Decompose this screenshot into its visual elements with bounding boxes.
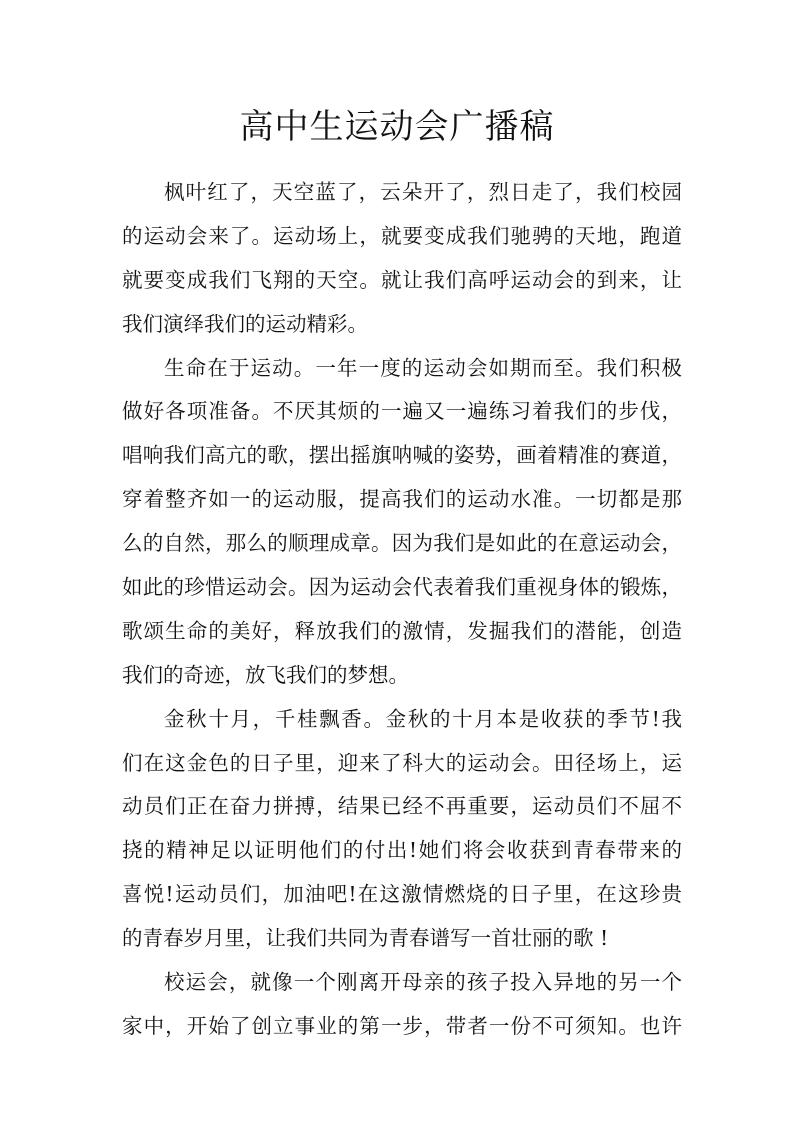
text-line: 唱响我们高亢的歌，摆出摇旗呐喊的姿势，画着精准的赛道，	[122, 443, 682, 468]
text-line: 穿着整齐如一的运动服，提高我们的运动水准。一切都是那	[122, 487, 682, 512]
text-line: 如此的珍惜运动会。因为运动会代表着我们重视身体的锻炼，	[122, 575, 682, 600]
text-line: 的运动会来了。运动场上，就要变成我们驰骋的天地，跑道	[122, 223, 682, 248]
text-line: 校运会，就像一个刚离开母亲的孩子投入异地的另一个	[164, 970, 682, 995]
text-line: 的青春岁月里，让我们共同为青春谱写一首壮丽的歌 !	[122, 926, 609, 951]
paragraph-3	[122, 698, 682, 961]
text-line: 枫叶红了，天空蓝了，云朵开了，烈日走了，我们校园	[164, 180, 682, 204]
text-line: 就要变成我们飞翔的天空。就让我们高呼运动会的到来，让	[122, 267, 682, 292]
paragraph-2	[122, 347, 682, 698]
text-line: 们在这金色的日子里，迎来了科大的运动会。田径场上，运	[122, 750, 682, 775]
text-line: 我们的奇迹，放飞我们的梦想。	[122, 662, 409, 687]
text-line: 喜悦!运动员们，加油吧!在这激情燃烧的日子里，在这珍贵	[122, 882, 682, 907]
text-line: 么的自然，那么的顺理成章。因为我们是如此的在意运动会，	[122, 531, 682, 556]
text-line: 生命在于运动。一年一度的运动会如期而至。我们积极	[164, 355, 682, 380]
text-line: 做好各项准备。不厌其烦的一遍又一遍练习着我们的步伐，	[122, 399, 682, 424]
document-body	[122, 171, 682, 1049]
text-line: 歌颂生命的美好，释放我们的激情，发掘我们的潜能，创造	[122, 618, 682, 643]
paragraph-4	[122, 961, 682, 1049]
paragraph-1	[122, 171, 682, 347]
text-line: 挠的精神足以证明他们的付出!她们将会收获到青春带来的	[122, 838, 682, 863]
text-line: 动员们正在奋力拼搏，结果已经不再重要，运动员们不屈不	[122, 794, 682, 819]
text-line: 我们演绎我们的运动精彩。	[122, 311, 368, 336]
text-line: 家中，开始了创立事业的第一步，带者一份不可须知。也许	[122, 1013, 682, 1038]
document-title: 高中生运动会广播稿	[239, 107, 555, 147]
text-line: 金秋十月，千桂飘香。金秋的十月本是收获的季节!我	[164, 706, 682, 731]
